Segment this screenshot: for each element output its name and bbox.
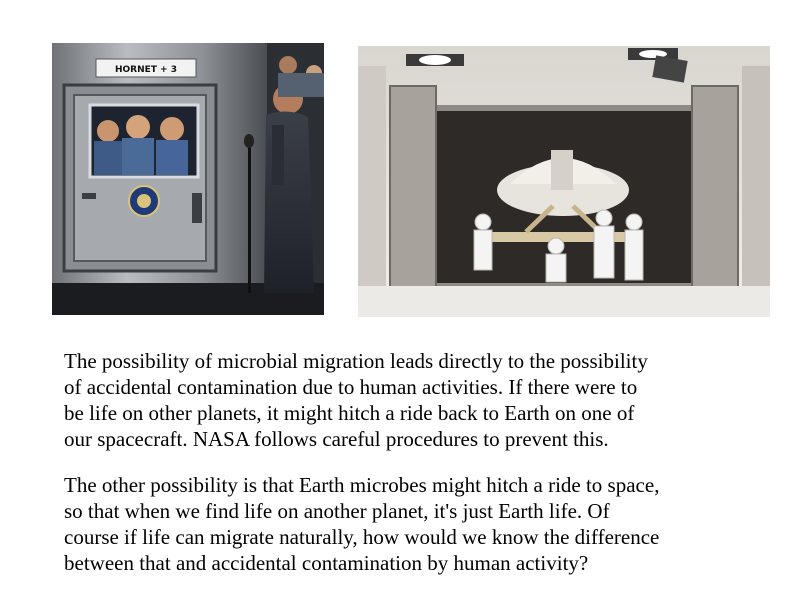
paragraph-line: our spacecraft. NASA follows careful procedures to prevent this. bbox=[64, 427, 609, 451]
paragraph-line: The other possibility is that Earth microbes might hitch a ride to space, bbox=[64, 473, 660, 497]
paragraph-line: be life on other planets, it might hitch a ride back to Earth on one of bbox=[64, 401, 635, 425]
placard-text: HORNET + 3 bbox=[114, 65, 178, 75]
paragraph-contamination bbox=[64, 348, 764, 452]
paragraph-earth-microbes bbox=[64, 472, 764, 576]
paragraph-line: The possibility of microbial migration leads directly to the possibility bbox=[64, 349, 648, 373]
paragraph-line: course if life can migrate naturally, how would we know the difference bbox=[64, 525, 660, 549]
cleanroom-spacecraft-photo bbox=[358, 46, 770, 317]
paragraph-line: so that when we find life on another planet, it's just Earth life. Of bbox=[64, 499, 610, 523]
quarantine-facility-photo bbox=[52, 43, 324, 315]
paragraph-line: of accidental contamination due to human activities. If there were to bbox=[64, 375, 638, 399]
paragraph-line: between that and accidental contamination by human activity? bbox=[64, 551, 589, 575]
